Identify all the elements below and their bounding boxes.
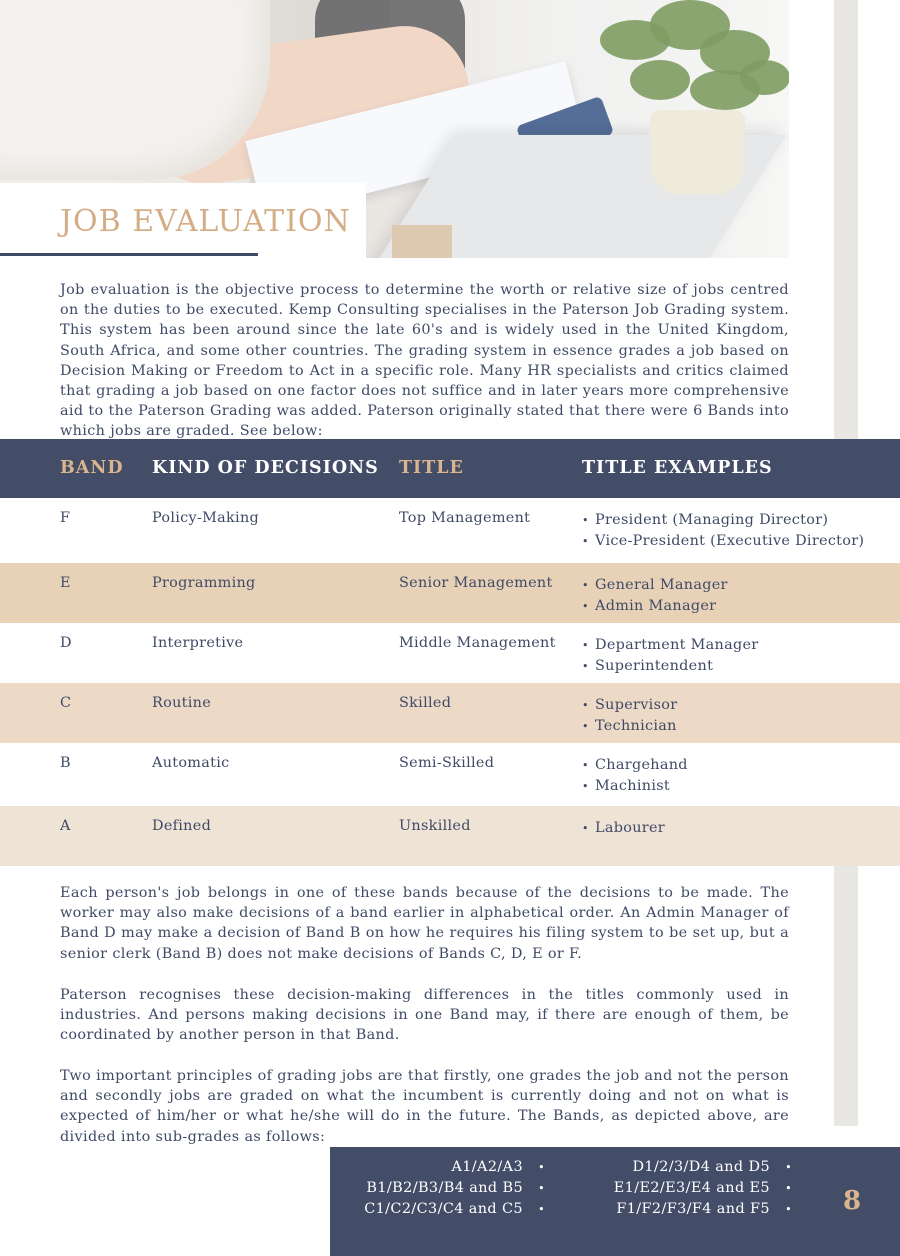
table-row [0, 683, 900, 743]
subgrade-item: A1/A2/A3 • [451, 1159, 545, 1175]
header-examples: TITLE EXAMPLES [582, 458, 773, 478]
example-item: • President (Managing Director) [582, 512, 829, 528]
row-title: Middle Management [399, 635, 556, 651]
row-title: Skilled [399, 695, 452, 711]
body-paragraph-1: Each person's job belongs in one of these bands because of the decisions to be made. The worker may also make decisions of a band earlier in alphabetical order. An Admin Manager of Band D may make a decision of Band B on how he requires his filing system to be set up, but a senior clerk (Band B) does not make decisions of Bands C, D, E or F. [60, 885, 789, 962]
example-item: • General Manager [582, 577, 728, 593]
row-title: Senior Management [399, 575, 553, 591]
row-title: Semi-Skilled [399, 755, 495, 771]
row-decisions: Routine [152, 695, 212, 711]
example-item: • Machinist [582, 778, 670, 795]
row-band: A [60, 818, 71, 834]
title-underline [0, 253, 258, 256]
header-decisions: KIND OF DECISIONS [152, 458, 379, 478]
header-band: BAND [60, 458, 124, 478]
example-item: • Chargehand [582, 757, 688, 773]
row-decisions: Programming [152, 575, 256, 591]
row-band: D [60, 635, 72, 651]
subgrades-right-list [614, 1157, 792, 1221]
row-decisions: Policy-Making [152, 510, 260, 526]
row-decisions: Interpretive [152, 635, 244, 651]
subgrade-item: B1/B2/B3/B4 and B5 • [366, 1180, 545, 1197]
table-row [0, 563, 900, 623]
row-examples [582, 510, 864, 552]
table-row [0, 806, 900, 866]
row-band: E [60, 575, 71, 591]
subgrade-item: E1/E2/E3/E4 and E5 • [613, 1180, 792, 1197]
subgrades-left-list [364, 1157, 545, 1221]
body-paragraph-3: Two important principles of grading jobs are that firstly, one grades the job and not the person and secondly jobs are graded on what the incumbent is currently doing and not on what is expected of him/her or what he/she will do in the future. The Bands, as depicted above, are divided into sub-grades as follows: [60, 1068, 789, 1145]
example-item: • Technician [582, 718, 677, 735]
example-item: • Department Manager [582, 637, 759, 653]
row-examples [582, 575, 728, 617]
row-decisions: Defined [152, 818, 212, 834]
row-examples [582, 695, 677, 737]
table-row [0, 498, 900, 563]
example-item: • Supervisor [582, 697, 678, 713]
header-title: TITLE [399, 458, 464, 478]
row-band: C [60, 695, 72, 711]
page-title: JOB EVALUATION [60, 204, 351, 239]
example-item: • Labourer [582, 820, 665, 836]
row-title: Unskilled [399, 818, 471, 834]
row-title: Top Management [399, 510, 531, 526]
row-band: F [60, 510, 71, 526]
subgrade-item: D1/2/3/D4 and D5 • [632, 1159, 792, 1175]
table-row [0, 743, 900, 806]
subgrade-item: F1/F2/F3/F4 and F5 • [616, 1201, 792, 1218]
example-item: • Admin Manager [582, 598, 717, 615]
table-row [0, 623, 900, 683]
intro-paragraph: Job evaluation is the objective process to determine the worth or relative size of jobs centred on the duties to be executed. Kemp Consulting specialises in the Paterson Job Grading system. This system has been around since the late 60's and is widely used in the United Kingdom, South Africa, and some other countries. The grading system in essence grades a job based on Decision Making or Freedom to Act in a specific role. Many HR specialists and critics claimed that grading a job based on one factor does not suffice and in later years more comprehensive aid to the Paterson Grading was added. Paterson originally stated that there were 6 Bands into which jobs are graded. See below: [60, 282, 789, 440]
row-examples [582, 818, 665, 839]
row-decisions: Automatic [152, 755, 230, 771]
row-examples [582, 755, 688, 797]
example-item: • Superintendent [582, 658, 714, 675]
example-item: • Vice-President (Executive Director) [582, 533, 865, 550]
row-band: B [60, 755, 71, 771]
subgrades-box [330, 1147, 900, 1256]
row-examples [582, 635, 758, 677]
page-number: 8 [843, 1186, 862, 1216]
body-paragraph-2: Paterson recognises these decision-making differences in the titles commonly used in industries. And persons making decisions in one Band may, if there are enough of them, be coordinated by another person in that Band. [60, 987, 789, 1044]
subgrade-item: C1/C2/C3/C4 and C5 • [364, 1201, 545, 1218]
